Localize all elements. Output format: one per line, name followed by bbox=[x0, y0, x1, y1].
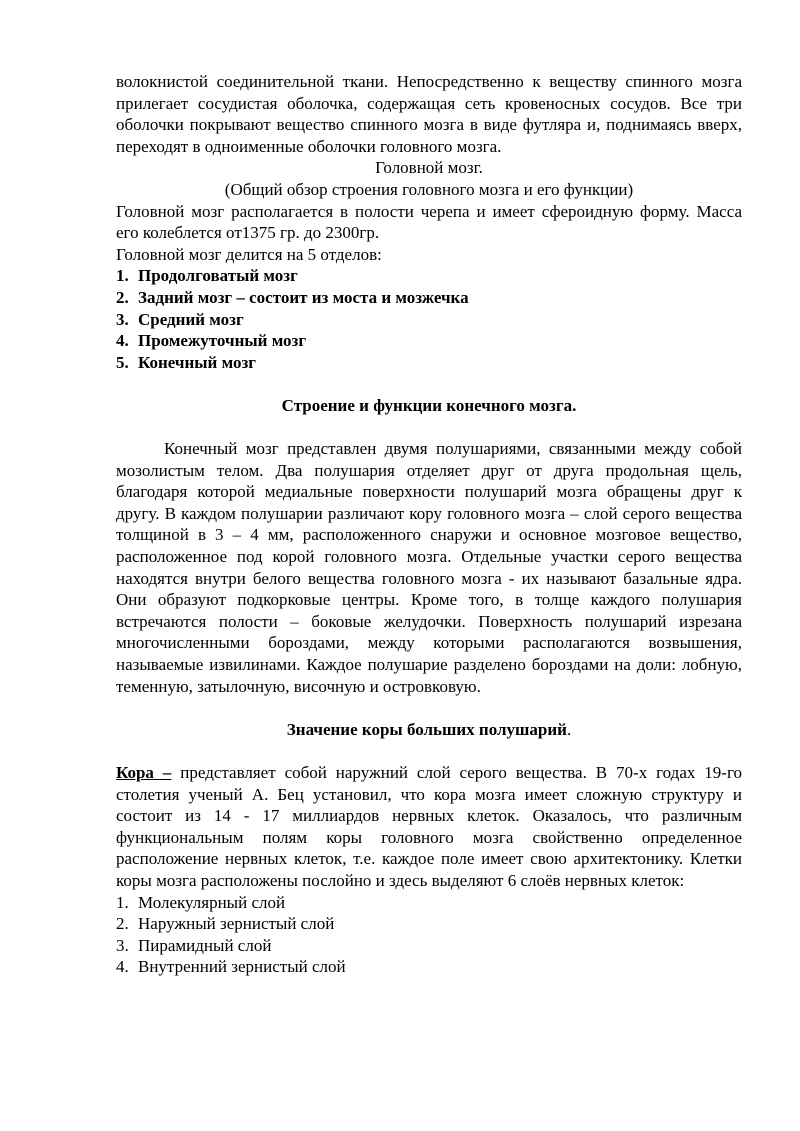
spacer bbox=[116, 373, 742, 395]
brain-section-title: Головной мозг. bbox=[375, 158, 483, 178]
divisions-intro: Головной мозг делится на 5 отделов: bbox=[116, 244, 382, 264]
list-item-text: Задний мозг – состоит из моста и мозжечка bbox=[138, 287, 469, 307]
list-item bbox=[116, 352, 742, 374]
list-item-text: Промежуточный мозг bbox=[138, 331, 307, 351]
list-item bbox=[116, 892, 742, 914]
list-item-text: Наружный зернистый слой bbox=[138, 914, 335, 934]
cortex-term: Кора – bbox=[116, 763, 172, 782]
list-item bbox=[116, 330, 742, 352]
list-number: 3. bbox=[116, 935, 129, 955]
cortex-section-title-period: . bbox=[566, 719, 572, 739]
brain-paragraph: Головной мозг располагается в полости черепа и имеет сфероидную форму. Масса его колеблется от1375 гр. до 2300гр. bbox=[116, 201, 742, 243]
telencephalon-section-title: Строение и функции конечного мозга. bbox=[281, 395, 577, 415]
cortex-section-title: Значение коры больших полушарий bbox=[286, 719, 567, 739]
list-item-text: Средний мозг bbox=[138, 309, 244, 329]
list-item bbox=[116, 309, 742, 331]
list-item-text: Продолговатый мозг bbox=[138, 266, 298, 286]
list-number: 5. bbox=[116, 352, 129, 372]
list-number: 2. bbox=[116, 914, 129, 934]
brain-divisions-list bbox=[116, 265, 742, 373]
list-item-text: Конечный мозг bbox=[138, 352, 257, 372]
list-item-text: Внутренний зернистый слой bbox=[138, 957, 346, 977]
cortex-section-heading bbox=[116, 719, 742, 741]
list-item-text: Молекулярный слой bbox=[138, 892, 286, 912]
cortex-paragraph-text: представляет собой наружний слой серого вещества. В 70-х годах 19-го столетия ученый А. Бец установил, что кора мозга имеет сложную структуру и состоит из 14 - 17 миллиардов нервных клеток. Оказалось, что различным функциональным полям коры головного мозга свойственно определенное расположение нервных клеток, т.е. каждое поле имеет свою архитектонику. Клетки коры мозга расположены послойно и здесь выделяют 6 слоёв нервных клеток: bbox=[116, 763, 742, 890]
intro-paragraph: волокнистой соединительной ткани. Непосредственно к веществу спинного мозга прилегает сосудистая оболочка, содержащая сеть кровеносных сосудов. Все три оболочки покрывают вещество спинного мозга в виде футляра и, поднимаясь вверх, переходят в одноименные оболочки головного мозга. bbox=[116, 72, 742, 156]
document-page bbox=[116, 71, 742, 978]
list-number: 2. bbox=[116, 287, 129, 307]
list-number: 4. bbox=[116, 331, 129, 351]
list-item bbox=[116, 935, 742, 957]
spacer bbox=[116, 740, 742, 762]
list-item bbox=[116, 265, 742, 287]
cortex-paragraph bbox=[116, 762, 742, 892]
telencephalon-paragraph: Конечный мозг представлен двумя полушариями, связанными между собой мозолистым телом. Два полушария отделяет друг от друга продольная щель, благодаря которой медиальные поверхности полушарий мозга обращены друг к другу. В каждом полушарии различают кору головного мозга – слой серого вещества толщиной в 3 – 4 мм, расположенного снаружи и основное мозговое вещество, расположенное под корой головного мозга. Отдельные участки серого вещества находятся внутри белого вещества головного мозга - их называют базальные ядра. Они образуют подкорковые центры. Кроме того, в толще каждого полушария встречаются полости – боковые желудочки. Поверхность полушарий изрезана многочисленными бороздами, между которыми располагаются возвышения, называемые извилинами. Каждое полушарие разделено бороздами на доли: лобную, теменную, затылочную, височную и островковую. bbox=[116, 439, 742, 696]
list-item bbox=[116, 913, 742, 935]
spacer bbox=[116, 697, 742, 719]
list-number: 1. bbox=[116, 892, 129, 912]
brain-section-subtitle: (Общий обзор строения головного мозга и его функции) bbox=[224, 179, 634, 199]
list-number: 3. bbox=[116, 309, 129, 329]
cortex-layers-list bbox=[116, 892, 742, 978]
spacer bbox=[116, 417, 742, 439]
list-number: 1. bbox=[116, 266, 129, 286]
list-item bbox=[116, 956, 742, 978]
list-number: 4. bbox=[116, 957, 129, 977]
list-item-text: Пирамидный слой bbox=[138, 935, 272, 955]
list-item bbox=[116, 287, 742, 309]
